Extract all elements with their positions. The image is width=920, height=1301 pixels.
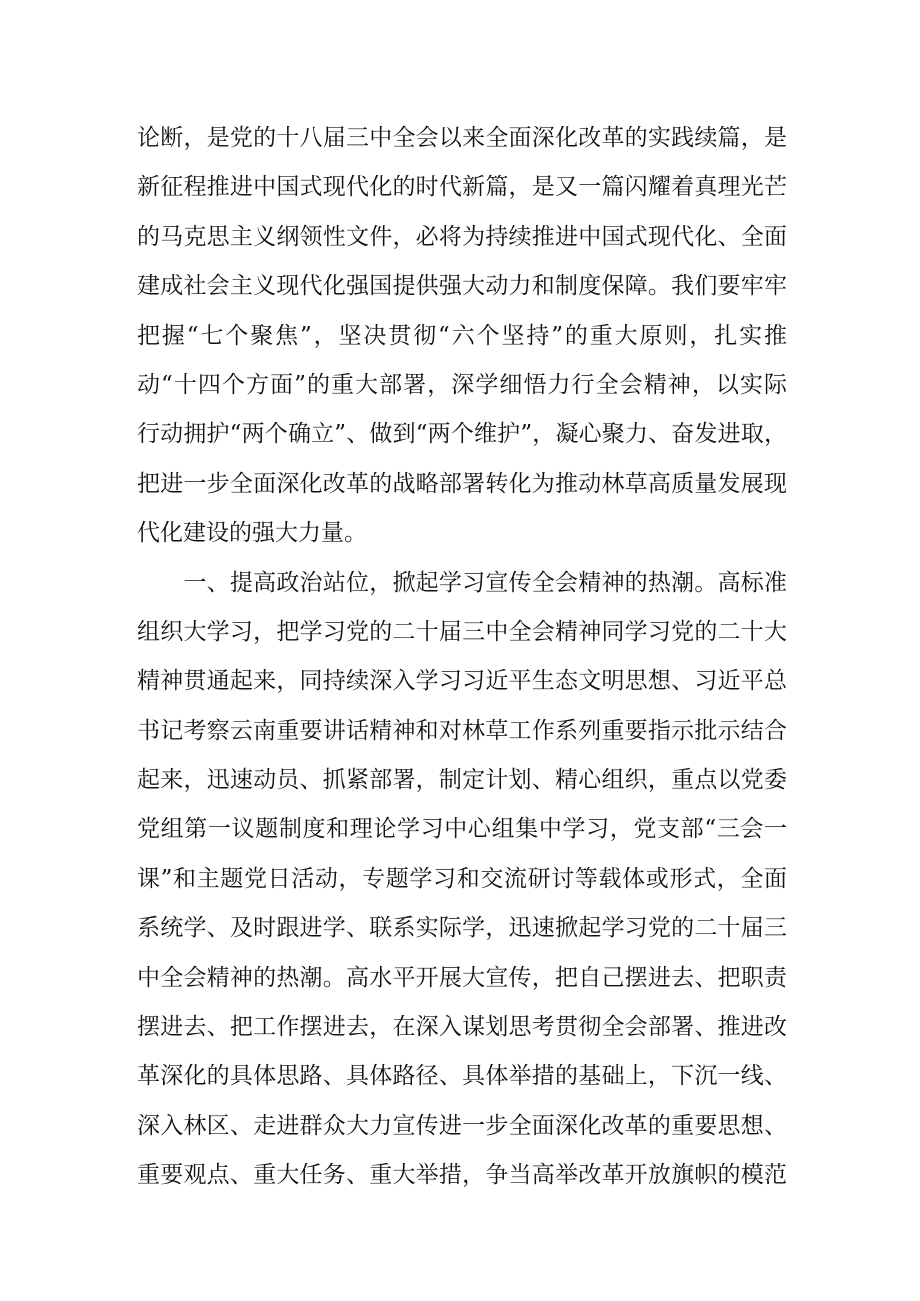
text-line: 代化建设的强大力量。 [137, 520, 367, 547]
text-line: 行动拥护“两个确立”、做到“两个维护”，凝心聚力、奋发进取， [137, 421, 787, 448]
text-line: 把进一步全面深化改革的战略部署转化为推动林草高质量发展现 [137, 470, 787, 497]
text-line: 党组第一议题制度和理论学习中心组集中学习，党支部“三会一 [137, 816, 787, 843]
text-line: 论断，是党的十八届三中全会以来全面深化改革的实践续篇，是 [137, 125, 787, 151]
document-body [137, 114, 787, 1201]
text-line: 课”和主题党日活动，专题学习和交流研讨等载体或形式，全面 [137, 865, 787, 892]
text-line: 起来，迅速动员、抓紧部署，制定计划、精心组织，重点以党委 [137, 767, 787, 794]
text-line: 组织大学习，把学习党的二十届三中全会精神同学习党的二十大 [137, 618, 787, 645]
text-line: 新征程推进中国式现代化的时代新篇，是又一篇闪耀着真理光芒 [137, 174, 787, 201]
text-line: 重要观点、重大任务、重大举措，争当高举改革开放旗帜的模范 [137, 1162, 787, 1189]
text-line: 一、提高政治站位，掀起学习宣传全会精神的热潮。高标准 [137, 569, 787, 596]
text-line: 革深化的具体思路、具体路径、具体举措的基础上，下沉一线、 [137, 1063, 787, 1090]
text-line: 动“十四个方面”的重大部署，深学细悟力行全会精神，以实际 [137, 371, 787, 398]
text-line: 书记考察云南重要讲话精神和对林草工作系列重要指示批示结合 [137, 717, 787, 744]
paragraph-1 [137, 114, 787, 559]
text-line: 摆进去、把工作摆进去，在深入谋划思考贯彻全会部署、推进改 [137, 1014, 787, 1041]
text-line: 把握“七个聚焦”，坚决贯彻“六个坚持”的重大原则，扎实推 [137, 322, 787, 349]
text-line: 建成社会主义现代化强国提供强大动力和制度保障。我们要牢牢 [137, 273, 787, 300]
text-line: 系统学、及时跟进学、联系实际学，迅速掀起学习党的二十届三 [137, 915, 787, 942]
text-line: 中全会精神的热潮。高水平开展大宣传，把自己摆进去、把职责 [137, 964, 787, 991]
paragraph-2 [137, 559, 787, 1201]
text-line: 的马克思主义纲领性文件，必将为持续推进中国式现代化、全面 [137, 223, 787, 250]
text-line: 深入林区、走进群众大力宣传进一步全面深化改革的重要思想、 [137, 1112, 787, 1139]
text-line: 精神贯通起来，同持续深入学习习近平生态文明思想、习近平总 [137, 668, 787, 695]
